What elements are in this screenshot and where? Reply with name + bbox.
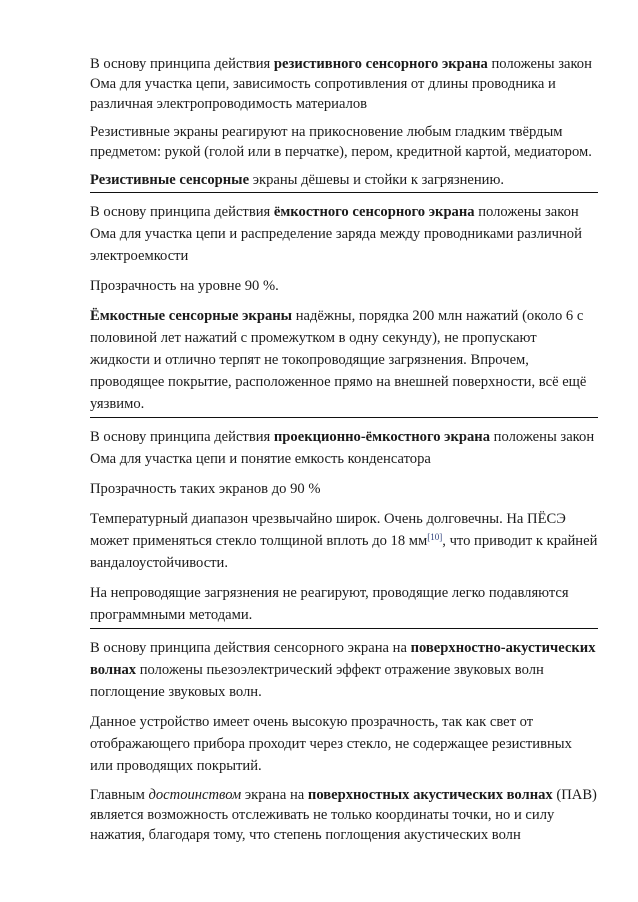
section-projected-capacitive xyxy=(90,426,598,629)
paragraph: Прозрачность на уровне 90 %. xyxy=(90,278,279,294)
paragraph: Прозрачность таких экранов до 90 % xyxy=(90,481,321,497)
paragraph: Данное устройство имеет очень высокую прозрачность, так как свет от отображающего прибора проходит через стекло, не содержащее резистивных или проводящих покрытий. xyxy=(90,714,572,774)
paragraph: На непроводящие загрязнения не реагируют, проводящие легко подавляются программными методами. xyxy=(90,585,569,623)
section-resistive xyxy=(90,54,598,193)
paragraph: Главным достоинством экрана на поверхностных акустических волнах (ПАВ) является возможность отслеживать не только координаты точки, но и силу нажатия, благодаря тому, что степень поглощения акустических волн xyxy=(90,787,597,843)
footnote-reference-link[interactable]: [10] xyxy=(427,532,443,542)
paragraph: Резистивные сенсорные экраны дёшевы и стойки к загрязнению. xyxy=(90,172,505,188)
section-capacitive xyxy=(90,201,598,418)
paragraph: В основу принципа действия сенсорного экрана на поверхностно-акустических волнах положены пьезоэлектрический эффект отражение звуковых волн поглощение звуковых волн. xyxy=(90,640,596,700)
paragraph: В основу принципа действия проекционно-ёмкостного экрана положены закон Ома для участка цепи и понятие емкость конденсатора xyxy=(90,429,595,467)
paragraph: В основу принципа действия ёмкостного сенсорного экрана положены закон Ома для участка цепи и распределение заряда между проводниками различной электроемкости xyxy=(90,204,582,264)
paragraph: Температурный диапазон чрезвычайно широк. Очень долговечны. На ПЁСЭ может применяться стекло толщиной вплоть до 18 мм[10], что приводит к крайней вандалоустойчивости. xyxy=(90,511,598,571)
document-page xyxy=(90,54,598,853)
section-surface-acoustic xyxy=(90,637,598,845)
paragraph: Резистивные экраны реагируют на прикосновение любым гладким твёрдым предметом: рукой (голой или в перчатке), пером, кредитной картой, медиатором. xyxy=(90,124,592,160)
paragraph: В основу принципа действия резистивного сенсорного экрана положены закон Ома для участка цепи, зависимость сопротивления от длины проводника и различная электропроводимость материалов xyxy=(90,56,592,112)
paragraph: Ёмкостные сенсорные экраны надёжны, порядка 200 млн нажатий (около 6 с половиной лет нажатий с промежутком в одну секунду), не пропускают жидкости и отлично терпят не токопроводящие загрязнения. Впрочем, проводящее покрытие, расположенное прямо на внешней поверхности, всё ещё уязвимо. xyxy=(90,308,587,412)
